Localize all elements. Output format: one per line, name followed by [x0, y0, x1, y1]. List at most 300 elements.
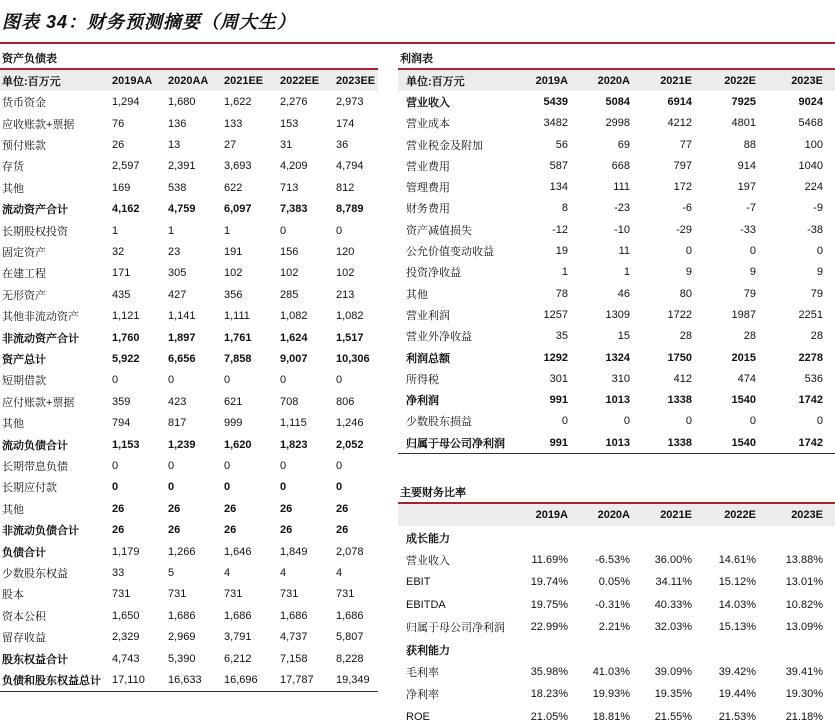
cell-value: 0 [816, 415, 823, 428]
table-row [398, 240, 835, 261]
cell-value: 1013 [605, 394, 630, 407]
cell-value: 9,007 [280, 352, 308, 365]
cell-value: 1 [224, 224, 231, 237]
cell-value: 0 [685, 415, 692, 428]
cell-value: 26 [280, 524, 293, 537]
cell-value: 4 [224, 567, 231, 580]
cell-value: 16,696 [224, 674, 258, 687]
table-row [398, 616, 835, 638]
cell-value: 1742 [798, 436, 823, 449]
cell-value: 39.09% [654, 665, 692, 678]
header-cell: 2023E [791, 74, 823, 87]
cell-value: 19.75% [530, 598, 568, 611]
row-label: 毛利率 [406, 666, 439, 679]
row-label: 其他 [2, 503, 24, 516]
table-row [398, 432, 835, 453]
header-cell: 2022EE [280, 74, 320, 87]
row-label: 净利率 [406, 689, 439, 702]
cell-value: 1,686 [168, 609, 196, 622]
cell-value: 39.41% [785, 665, 823, 678]
cell-value: 15.12% [718, 576, 756, 589]
table-row [398, 638, 835, 660]
cell-value: 1,849 [280, 545, 308, 558]
balance-sheet-table [0, 70, 378, 691]
cell-value: 133 [224, 117, 243, 130]
cell-value: 1,115 [280, 417, 307, 430]
ratios-body [398, 526, 835, 728]
cell-value: 2,973 [336, 96, 364, 109]
cell-value: -29 [676, 223, 692, 236]
header-cell: 2022E [724, 74, 756, 87]
cell-value [642, 526, 704, 548]
cell-value: 2,078 [336, 545, 364, 558]
row-label: 负债和股东权益总计 [2, 675, 101, 688]
cell-value: 1,294 [112, 96, 140, 109]
cell-value: 1 [168, 224, 175, 237]
cell-value: 914 [737, 159, 756, 172]
cell-value: 7,858 [224, 352, 252, 365]
cell-value: 1040 [798, 159, 823, 172]
cell-value: 4,209 [280, 160, 308, 173]
table-row [398, 304, 835, 325]
row-label: 财务费用 [406, 203, 450, 216]
cell-value: 1,121 [112, 310, 140, 323]
cell-value [704, 638, 768, 660]
cell-value: 310 [611, 372, 630, 385]
row-label: 应收账款+票据 [2, 118, 75, 131]
cell-value: 794 [112, 417, 131, 430]
income-statement-body [398, 91, 835, 453]
row-label: 营业利润 [406, 309, 450, 322]
cell-value: 1309 [605, 308, 630, 321]
cell-value: 1,246 [336, 417, 364, 430]
cell-value: 812 [336, 181, 355, 194]
table-row [398, 683, 835, 705]
cell-value: 1257 [543, 308, 568, 321]
cell-value: 0 [749, 245, 756, 258]
row-label: 所得税 [406, 373, 439, 386]
cell-value: 3,791 [224, 631, 252, 644]
table-row [0, 263, 378, 284]
cell-value: 33 [112, 567, 125, 580]
header-cell: 2021E [660, 509, 692, 522]
row-label: 投资净收益 [406, 267, 461, 280]
cell-value: 423 [168, 395, 187, 408]
cell-value: 0 [280, 460, 287, 473]
cell-value: 36.00% [654, 553, 692, 566]
cell-value: 79 [810, 287, 823, 300]
row-label: 利润总额 [406, 352, 450, 365]
cell-value: 21.53% [718, 710, 756, 723]
cell-value: 80 [679, 287, 692, 300]
cell-value: 1,517 [336, 331, 364, 344]
cell-value: 3,693 [224, 160, 252, 173]
row-label: 营业外净收益 [406, 331, 472, 344]
cell-value: 0 [224, 374, 231, 387]
cell-value: 0 [224, 460, 231, 473]
row-label: 成长能力 [406, 532, 450, 545]
table-row [0, 648, 378, 669]
cell-value: -7 [746, 202, 756, 215]
cell-value: 197 [737, 181, 756, 194]
row-label: 其他 [2, 418, 24, 431]
cell-value: 111 [613, 181, 630, 194]
cell-value: 359 [112, 395, 131, 408]
cell-value: 76 [112, 117, 125, 130]
row-label: 公允价值变动收益 [406, 246, 494, 259]
cell-value: 5,922 [112, 352, 140, 365]
cell-value: 412 [673, 372, 692, 385]
cell-value: 538 [168, 181, 187, 194]
income-statement-bottom-rule [398, 453, 835, 454]
income-statement-title: 利润表 [400, 53, 433, 65]
cell-value: 708 [280, 395, 299, 408]
cell-value: 6,656 [168, 352, 196, 365]
table-row [0, 605, 378, 626]
row-label: 其他 [406, 288, 428, 301]
cell-value: -9 [813, 202, 823, 215]
cell-value: 991 [549, 394, 568, 407]
cell-value: 21.55% [654, 710, 692, 723]
table-row [0, 198, 378, 219]
row-label: 货币资金 [2, 97, 46, 110]
cell-value: 77 [679, 138, 692, 151]
cell-value [514, 638, 580, 660]
header-cell: 2020AA [168, 74, 209, 87]
cell-value: 56 [555, 138, 568, 151]
row-label: 资产减值损失 [406, 224, 472, 237]
cell-value: 0 [623, 415, 630, 428]
cell-value: 5084 [605, 95, 630, 108]
row-label: 其他 [2, 182, 24, 195]
cell-value: 9 [816, 266, 823, 279]
row-label: 短期借款 [2, 375, 46, 388]
cell-value: 11.69% [531, 553, 568, 566]
cell-value: 22.99% [530, 621, 568, 634]
row-label: 营业税金及附加 [406, 139, 483, 152]
cell-value: 2,391 [168, 160, 196, 173]
cell-value: 427 [168, 288, 187, 301]
cell-value: 731 [336, 588, 355, 601]
row-label: 预付账款 [2, 139, 46, 152]
cell-value: 0 [749, 415, 756, 428]
cell-value [642, 638, 704, 660]
cell-value [580, 526, 642, 548]
table-row [398, 368, 835, 389]
cell-value: 3482 [543, 117, 568, 130]
cell-value: 34.11% [655, 576, 692, 589]
cell-value: 39.42% [718, 665, 756, 678]
cell-value: 2,276 [280, 96, 308, 109]
cell-value: 1,761 [224, 331, 252, 344]
row-label: 长期应付款 [2, 482, 57, 495]
cell-value: 0 [112, 374, 119, 387]
cell-value: 10.82% [785, 598, 823, 611]
cell-value: 1750 [667, 351, 692, 364]
table-row [0, 391, 378, 412]
cell-value: 5468 [798, 117, 823, 130]
cell-value: 1,686 [224, 609, 252, 622]
table-row [398, 389, 835, 410]
cell-value [704, 526, 768, 548]
cell-value: 1,686 [280, 609, 308, 622]
cell-value: 26 [112, 138, 125, 151]
cell-value: 224 [804, 181, 823, 194]
cell-value: 1,646 [224, 545, 252, 558]
cell-value: 1742 [798, 394, 823, 407]
row-label: 营业收入 [406, 96, 450, 109]
table-row [0, 370, 378, 391]
cell-value: 102 [224, 267, 243, 280]
cell-value: 28 [679, 330, 692, 343]
cell-value: 21.18% [785, 710, 823, 723]
cell-value: 731 [224, 588, 243, 601]
cell-value: 26 [280, 502, 293, 515]
cell-value: 5,807 [336, 631, 364, 644]
cell-value: 1,082 [336, 310, 364, 323]
cell-value: 88 [743, 138, 756, 151]
cell-value: 120 [336, 245, 355, 258]
cell-value: 14.03% [718, 598, 756, 611]
cell-value: 1292 [543, 351, 568, 364]
table-row [398, 411, 835, 432]
cell-value: 0 [280, 224, 287, 237]
table-row [398, 262, 835, 283]
cell-value: 213 [336, 288, 355, 301]
row-label: 股本 [2, 589, 24, 602]
table-row [398, 347, 835, 368]
cell-value: 806 [336, 395, 355, 408]
row-label: 获利能力 [406, 644, 450, 657]
cell-value: 153 [280, 117, 299, 130]
header-cell: 单位:百万元 [2, 75, 61, 88]
cell-value: 79 [743, 287, 756, 300]
cell-value: 2998 [605, 117, 630, 130]
cell-value: 5439 [543, 95, 568, 108]
cell-value: 1987 [731, 308, 756, 321]
cell-value: 731 [112, 588, 131, 601]
row-label: 归属于母公司净利润 [406, 437, 505, 450]
income-statement-panel [398, 50, 835, 454]
row-label: 留存收益 [2, 632, 46, 645]
table-row [0, 520, 378, 541]
header-cell: 2023E [791, 509, 823, 522]
table-row [398, 176, 835, 197]
income-statement-header-row [398, 70, 835, 91]
cell-value: 1,823 [280, 438, 308, 451]
table-row [398, 198, 835, 219]
cell-value: 0 [112, 481, 119, 494]
cell-value: 817 [168, 417, 187, 430]
cell-value: 100 [804, 138, 823, 151]
table-row [398, 549, 835, 571]
cell-value: 991 [549, 436, 568, 449]
table-row [0, 113, 378, 134]
cell-value: 999 [224, 417, 243, 430]
cell-value: -38 [807, 223, 823, 236]
cell-value: 134 [549, 181, 568, 194]
cell-value: 4,743 [112, 652, 140, 665]
cell-value: 5 [168, 567, 175, 580]
cell-value: 2,597 [112, 160, 140, 173]
cell-value: 797 [673, 159, 692, 172]
table-row [398, 326, 835, 347]
cell-value: 4,794 [336, 160, 364, 173]
cell-value: 102 [336, 267, 355, 280]
row-label: 少数股东损益 [406, 416, 472, 429]
row-label: 流动资产合计 [2, 204, 68, 217]
cell-value: 1,624 [280, 331, 308, 344]
header-cell: 2020A [597, 509, 630, 522]
cell-value: 136 [168, 117, 187, 130]
cell-value: 13 [168, 138, 181, 151]
row-label: 固定资产 [2, 246, 46, 259]
row-label: 非流动资产合计 [2, 332, 79, 345]
cell-value [768, 526, 835, 548]
row-label: ROE [406, 710, 430, 723]
cell-value: 31 [280, 138, 293, 151]
cell-value: 1,082 [280, 310, 308, 323]
row-label: 其他非流动资产 [2, 311, 79, 324]
cell-value: 4,737 [280, 631, 308, 644]
cell-value: 11 [618, 245, 630, 258]
cell-value: 2251 [798, 308, 823, 321]
cell-value: 1,153 [112, 438, 140, 451]
cell-value: 26 [224, 502, 237, 515]
cell-value: 26 [224, 524, 237, 537]
cell-value: 26 [168, 502, 181, 515]
cell-value: 1,620 [224, 438, 252, 451]
table-row [0, 477, 378, 498]
cell-value: 1,239 [168, 438, 196, 451]
cell-value: 587 [549, 159, 568, 172]
cell-value: 0 [336, 460, 343, 473]
cell-value: 1,897 [168, 331, 196, 344]
cell-value: 15.13% [718, 621, 756, 634]
table-row [0, 413, 378, 434]
table-row [0, 584, 378, 605]
header-cell: 2020A [597, 74, 630, 87]
cell-value: 8,789 [336, 203, 364, 216]
cell-value: 1338 [667, 436, 692, 449]
cell-value: 713 [280, 181, 299, 194]
cell-value: 26 [168, 524, 181, 537]
cell-value: 6,097 [224, 203, 252, 216]
table-row [398, 283, 835, 304]
cell-value: 28 [743, 330, 756, 343]
cell-value: 1338 [667, 394, 692, 407]
cell-value: 305 [168, 267, 187, 280]
table-row [398, 526, 835, 548]
cell-value: -10 [614, 223, 630, 236]
cell-value: 19.74% [530, 576, 568, 589]
cell-value: 1,266 [168, 545, 196, 558]
cell-value: 1540 [731, 394, 756, 407]
cell-value: 26 [336, 524, 349, 537]
cell-value: 26 [112, 502, 125, 515]
cell-value: 0 [561, 415, 568, 428]
cell-value: 19,349 [336, 674, 370, 687]
table-row [398, 134, 835, 155]
cell-value: 9 [749, 266, 756, 279]
cell-value: 0 [816, 245, 823, 258]
table-row [0, 541, 378, 562]
cell-value: 32.03% [654, 621, 692, 634]
cell-value: 731 [280, 588, 299, 601]
cell-value [768, 638, 835, 660]
cell-value: 1,650 [112, 609, 140, 622]
cell-value: 536 [804, 372, 823, 385]
cell-value: 156 [280, 245, 299, 258]
cell-value: 1013 [605, 436, 630, 449]
cell-value: 191 [224, 245, 243, 258]
row-label: 在建工程 [2, 268, 46, 281]
cell-value: 172 [673, 181, 692, 194]
cell-value: -6 [682, 202, 692, 215]
row-label: 流动负债合计 [2, 439, 68, 452]
row-label: 营业成本 [406, 118, 450, 131]
cell-value: 668 [611, 159, 630, 172]
row-label: 非流动负债合计 [2, 525, 79, 538]
header-cell [398, 504, 514, 526]
cell-value [514, 526, 580, 548]
cell-value: 2,969 [168, 631, 196, 644]
row-label: 应付账款+票据 [2, 396, 75, 409]
table-row [0, 327, 378, 348]
table-row [0, 669, 378, 690]
cell-value: -6.53% [595, 553, 630, 566]
cell-value: 7925 [731, 95, 756, 108]
cell-value: 13.01% [785, 576, 823, 589]
cell-value: 19.93% [592, 688, 630, 701]
cell-value: 21.05% [530, 710, 568, 723]
cell-value: 0 [336, 481, 343, 494]
cell-value: 36 [336, 138, 349, 151]
cell-value: 4,759 [168, 203, 196, 216]
cell-value: -33 [740, 223, 756, 236]
row-label: 少数股东权益 [2, 568, 68, 581]
table-row [0, 562, 378, 583]
header-cell: 2019A [535, 74, 568, 87]
table-row [0, 455, 378, 476]
row-label: 营业费用 [406, 160, 450, 173]
cell-value: 35 [555, 330, 568, 343]
cell-value: 26 [112, 524, 125, 537]
page-title: 图表 34：财务预测摘要（周大生） [2, 12, 297, 32]
cell-value: 2,329 [112, 631, 140, 644]
cell-value: 40.33% [654, 598, 692, 611]
cell-value: 14.61% [718, 553, 756, 566]
row-label: 股东权益合计 [2, 653, 68, 666]
cell-value: 621 [224, 395, 243, 408]
cell-value: 18.23% [530, 688, 568, 701]
cell-value: 1722 [667, 308, 692, 321]
table-row [398, 661, 835, 683]
cell-value: 171 [112, 267, 131, 280]
cell-value: 0 [280, 374, 287, 387]
cell-value: 169 [112, 181, 131, 194]
cell-value: 1,141 [168, 310, 196, 323]
table-row [0, 241, 378, 262]
cell-value: 4212 [667, 117, 692, 130]
cell-value: 17,787 [280, 674, 314, 687]
ratios-panel [398, 484, 835, 728]
cell-value: 0 [280, 481, 287, 494]
cell-value: 7,158 [280, 652, 308, 665]
title-divider [0, 42, 835, 44]
cell-value: 1 [561, 266, 568, 279]
table-row [398, 91, 835, 112]
